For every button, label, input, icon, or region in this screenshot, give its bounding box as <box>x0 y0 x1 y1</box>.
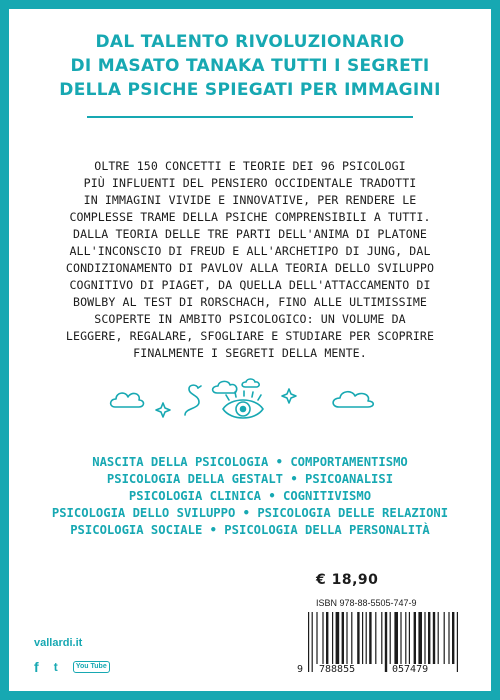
blurb-line: FINALMENTE I SEGRETI DELLA MENTE. <box>133 346 367 360</box>
topic-line: PSICOLOGIA DELLO SVILUPPO • PSICOLOGIA DELLE RELAZIONI <box>51 506 449 520</box>
topic-line: NASCITA DELLA PSICOLOGIA • COMPORTAMENTISMO <box>92 455 408 469</box>
barcode-bar <box>405 612 406 664</box>
topic-list <box>40 454 460 539</box>
headline-line: DI MASATO TANAKA TUTTI I SEGRETI <box>70 56 430 76</box>
topic-line: PSICOLOGIA DELLA GESTALT • PSICOANALISI <box>106 472 394 486</box>
blurb-line: OLTRE 150 CONCETTI E TEORIE DEI 96 PSICOLOGI <box>94 159 406 173</box>
barcode-bar <box>418 612 422 664</box>
barcode-bar <box>428 612 430 664</box>
blurb-line: COMPLESSE TRAME DELLA PSICHE COMPRENSIBILI A TUTTI. <box>69 210 431 224</box>
barcode-bar <box>444 612 445 664</box>
barcode-digits-right: 057479 <box>392 664 429 675</box>
barcode-bar <box>326 612 328 664</box>
website-link[interactable]: vallardi.it <box>34 637 83 649</box>
headline-line: DAL TALENTO RIVOLUZIONARIO <box>95 32 405 52</box>
barcode-bar <box>385 612 387 672</box>
barcode-bar <box>322 612 323 664</box>
twitter-icon[interactable]: t <box>53 659 58 674</box>
barcode-bar <box>357 612 359 664</box>
barcode-bar <box>336 612 340 664</box>
barcode-digit-lead: 9 <box>297 664 304 675</box>
isbn: ISBN 978-88-5505-747-9 <box>316 598 417 608</box>
barcode-bar <box>362 612 363 664</box>
barcode-bar <box>312 612 313 672</box>
blurb-line: COGNITIVO DI PIAGET, DA QUELLA DELL'ATTACCAMENTO DI <box>69 278 431 292</box>
barcode-bar <box>400 612 401 664</box>
barcode-bar <box>409 612 410 664</box>
topic-line: PSICOLOGIA CLINICA • COGNITIVISMO <box>128 489 372 503</box>
blurb-line: DALLA TEORIA DELLE TRE PARTI DELL'ANIMA DI PLATONE <box>72 227 427 241</box>
barcode-bar <box>369 612 371 664</box>
blurb-line: PIÙ INFLUENTI DEL PENSIERO OCCIDENTALE TRADOTTI <box>83 176 417 190</box>
social-links <box>34 656 120 675</box>
blurb-line: LEGGERE, REGALARE, SFOGLIARE E STUDIARE PER SCOPRIRE <box>65 329 435 343</box>
blurb-line: BOWLBY AL TEST DI RORSCHACH, FINO ALLE ULTIMISSIME <box>72 295 427 309</box>
cloud-icon <box>213 381 237 393</box>
barcode-bar <box>332 612 333 664</box>
blurb-line: IN IMMAGINI VIVIDE E INNOVATIVE, PER RENDERE LE <box>83 193 417 207</box>
cloud-icon <box>242 379 259 387</box>
barcode-bar <box>448 612 449 664</box>
barcode-bar <box>424 612 425 664</box>
barcode-bar <box>351 612 352 664</box>
barcode-bar <box>316 612 317 664</box>
barcode-bar <box>375 612 376 664</box>
divider <box>87 116 413 118</box>
barcode-bar <box>414 612 416 664</box>
barcode-bar <box>390 612 391 664</box>
sparkle-icon <box>282 389 296 403</box>
price: € 18,90 <box>316 572 379 588</box>
sparkle-icon <box>156 403 170 417</box>
barcode-bar <box>394 612 398 664</box>
barcode-bar <box>452 612 454 664</box>
facebook-icon[interactable]: f <box>34 658 39 675</box>
barcode-bar <box>457 612 458 672</box>
cloud-icon <box>333 392 373 407</box>
barcode-bar <box>366 612 367 664</box>
blurb-line: CONDIZIONAMENTO DI PAVLOV ALLA TEORIA DELLO SVILUPPO <box>65 261 435 275</box>
barcode-bar <box>381 612 382 664</box>
doodle-illustration <box>105 375 395 425</box>
barcode-bar <box>438 612 439 664</box>
headline <box>30 30 470 102</box>
youtube-icon[interactable]: You Tube <box>73 661 110 673</box>
barcode-bar <box>308 612 309 672</box>
barcode-bar <box>342 612 344 664</box>
snake-icon <box>185 385 199 415</box>
barcode-digits-left: 788855 <box>319 664 356 675</box>
blurb-line: ALL'INCONSCIO DI FREUD E ALL'ARCHETIPO DI JUNG, DAL <box>69 244 431 258</box>
blurb-line: SCOPERTE IN AMBITO PSICOLOGICO: UN VOLUME DA <box>94 312 406 326</box>
barcode-bar <box>433 612 435 664</box>
cloud-icon <box>111 393 144 407</box>
barcode-bar <box>346 612 347 664</box>
blurb <box>60 158 440 362</box>
topic-line: PSICOLOGIA SOCIALE • PSICOLOGIA DELLA PERSONALITÀ <box>70 523 430 537</box>
headline-line: DELLA PSICHE SPIEGATI PER IMMAGINI <box>59 80 441 100</box>
